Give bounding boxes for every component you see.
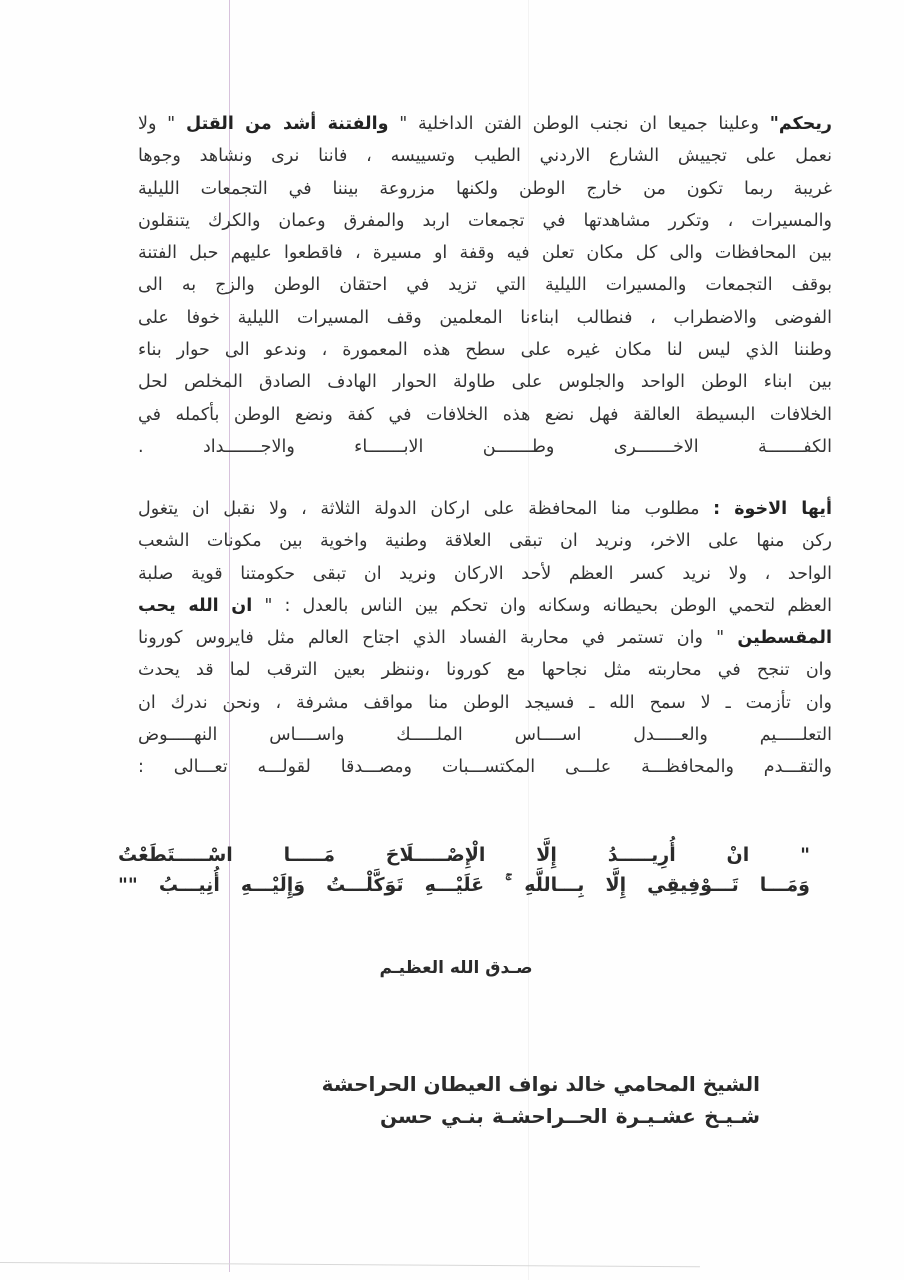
paragraph-line (138, 590, 832, 622)
signature-block (321, 1068, 760, 1132)
signatory-title: شـيـخ عشـيـرة الحــراحشـة بنـي حسن (380, 1104, 760, 1128)
paragraph-line: بين ابناء الوطن الواحد والجلوس على طاولة الحوار الهادف الصادق المخلص لحل (138, 372, 832, 393)
verse-line: وَمَـــا تَـــوْفِيقِي إِلَّا بِـــاللَّهِ ۚ عَلَيْـــهِ تَوَكَّلْـــتُ وَإِلَيْـــهِ أُنِيـــبُ "" (118, 874, 810, 896)
bold-quote-text: ان الله يحب (138, 595, 253, 616)
paragraph-line: الكفـــــــة الاخـــــــرى وطـــــــن الابـــــــاء والاجـــــــداد . (138, 436, 832, 457)
paragraph-line: والتقـــدم والمحافظـــة علـــى المكتســـبات ومصـــدقا لقولـــه تعـــالى : (138, 757, 832, 778)
paragraph-2 (138, 493, 832, 784)
paragraph-line (138, 108, 832, 140)
paragraph-line: بين المحافظات والى كل مكان تعلن فيه وقفة او مسيرة ، فاقطعوا عليهم حبل الفتنة (138, 243, 832, 264)
paragraph-line: والمسيرات ، وتكرر مشاهدتها في تجمعات اربد والمفرق وعمان والكرك يتنقلون (138, 210, 832, 231)
signatory-name: الشيخ المحامي خالد نواف العيطان الحراحشة (321, 1072, 760, 1096)
paragraph-line: ركن منها على الاخر، ونريد ان تبقى العلاقة وطنية واخوية بين مكونات الشعب (138, 531, 832, 552)
bold-quote-text: والفتنة أشد من القتل (185, 114, 389, 134)
quran-verse (118, 840, 810, 900)
paragraph-line: الفوضى والاضطراب ، فنطالب ابناءنا المعلمين وقف المسيرات الليلية خوفا على (138, 307, 832, 328)
verse-line: " انْ أُرِيـــــدُ إِلَّا الْإِصْـــــلَاحَ مَـــــا اسْـــــتَطَعْتُ (118, 844, 810, 866)
line-text: وعلينا جميعا ان نجنب الوطن الفتن الداخلية " (388, 114, 770, 134)
paragraph-line: الواحد ، ولا نريد كسر العظم لأحد الاركان ونريد ان تبقى حكومتنا قوية صلبة (138, 563, 832, 584)
paragraph-line: وان تنجح في محاربته مثل نجاحها مع كورونا ،وننظر بعين الترقب لما قد يحدث (138, 660, 832, 681)
line-text: العظم لتحمي الوطن بحيطانه وسكانه وان تحكم بين الناس بالعدل : " (252, 595, 832, 616)
line-text: " ولا (138, 114, 186, 134)
closing-phrase (0, 958, 904, 978)
bold-heading-text: أيها الاخوة : (713, 499, 832, 519)
closing-text: صـدق الله العظيـم (379, 958, 533, 978)
paragraph-line: وطننا الذي ليس لنا مكان غيره على سطح هذه المعمورة ، وندعو الى حوار بناء (138, 340, 832, 361)
paragraph-line (138, 622, 832, 654)
paragraph-line: الخلافات البسيطة العالقة فهل نضع هذه الخلافات في كفة ونضع الوطن بأكمله في (138, 404, 832, 425)
scan-artifact-horizontal-line (0, 1262, 700, 1267)
paragraph-line: وان تأزمت ـ لا سمح الله ـ فسيجد الوطن منا مواقف مشرفة ، ونحن ندرك ان (138, 692, 832, 713)
bold-quote-text: المقسطين (737, 628, 832, 649)
line-text: " وان تستمر في محاربة الفساد الذي اجتاح العالم مثل فايروس كورونا (138, 628, 738, 649)
paragraph-line (138, 493, 832, 525)
paragraph-line: بوقف التجمعات والمسيرات الليلية التي تزيد في احتقان الوطن والزج به الى (138, 275, 832, 296)
paragraph-1 (138, 108, 832, 463)
paragraph-line: نعمل على تجييش الشارع الاردني الطيب وتسييسه ، فاننا نرى ونشاهد وجوها (138, 146, 832, 167)
line-text: مطلوب منا المحافظة على اركان الدولة الثلاثة ، ولا نقبل ان يتغول (138, 499, 714, 519)
paragraph-line: التعلـــــيم والعـــــدل اســــاس الملـــــك واســــاس النهـــــوض (138, 725, 832, 746)
bold-text: ريحكم" (769, 114, 832, 134)
paragraph-line: غريبة ربما تكون من خارج الوطن ولكنها مزروعة بيننا في التجمعات الليلية (138, 178, 832, 199)
